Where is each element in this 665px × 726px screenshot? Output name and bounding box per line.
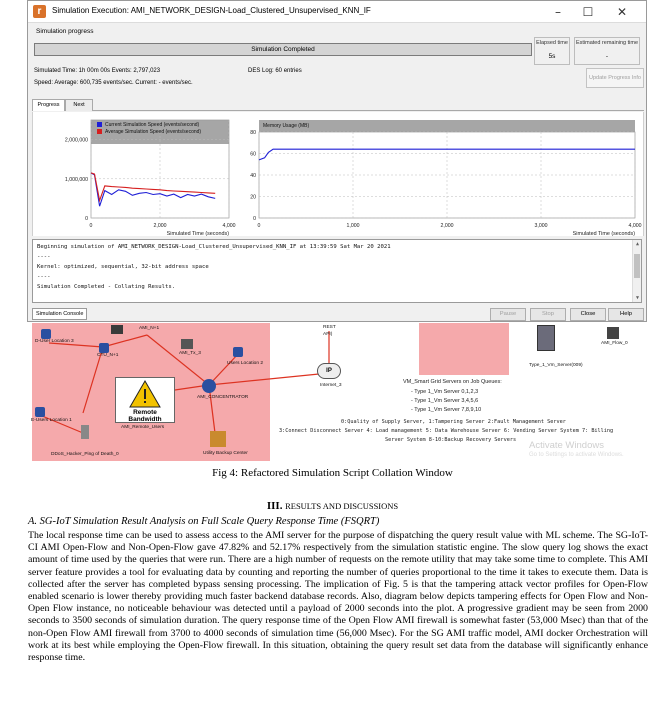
ami-concentrator-label: AMI_CONCENTRATOR [197,395,249,400]
console-scrollbar[interactable] [632,240,641,302]
internet-label: Internet_3 [320,383,342,388]
e-users-location-1-label: E-Users Location 1 [31,418,72,423]
app-logo-icon: r [33,5,46,18]
x-tick-label: 2,000 [440,223,454,229]
rest-api-label-2: API) [323,332,333,337]
legend-label: Average Simulation Speed (events/second) [105,129,202,135]
ctu-n1-label: CTU_N+1 [97,353,119,358]
ami-concentrator-icon[interactable] [202,379,216,393]
x-tick-label: 4,000 [628,223,642,229]
console-line: Beginning simulation of AMI_NETWORK_DESIGN-Load_Clustered_Unsupervised_KNN_IF at 13:39:59 Sat Mar 20 2021 [37,244,391,250]
scroll-thumb[interactable] [634,254,640,278]
section-heading [0,500,665,512]
remote-bandwidth-box[interactable] [115,377,175,423]
ami-remote-users-label: AMI_Remote_Users [121,425,165,430]
des-log-stats: DES Log: 60 entries [248,68,302,74]
tab-simulation-console[interactable]: Simulation Console [32,308,87,320]
update-progress-info-button[interactable]: Update Progress Info [586,68,644,88]
ddos-hacker-icon[interactable] [81,425,89,439]
console-line: ---- [37,254,51,260]
y-tick-label: 40 [250,173,256,179]
window-title: Simulation Execution: AMI_NETWORK_DESIGN-Load_Clustered_Unsupervised_KNN_IF [52,6,371,15]
elapsed-time-value: 5s [548,53,556,60]
speed-stats: Speed: Average: 600,735 events/sec. Current: - events/sec. [34,80,193,86]
subsection-heading: A. SG-IoT Simulation Result Analysis on Full Scale Query Response Time (FSQRT) [28,516,380,527]
close-window-button[interactable]: ✕ [616,5,628,19]
simulation-execution-window [27,0,647,322]
ctu-n1-icon[interactable] [99,343,109,353]
body-paragraph: The local response time can be used to assess access to the AMI server for the purpose of dispatching the query result value with ML scheme. The SG-IoT-CI AMI Open-Flow and Non-Open-Flow gave 47.82% and 52.17% respectively from the simulation statistic engine. The slow query log shows the exact amount of time used by the queries that were run. There are a high number of requests on the remote utility that may take some time to complete. This AMI server feature provides a tool for evaluating data by counting and reporting the number of queries proportional to the time it takes to execute them. Data is collected after the server has completed bypass sensing processing. The implication of Fig. 5 is that the tampering attack vector profiles for Open-Flow enabled scenario is lower thereby providing much faster backend database records. Also, diagram below depicts tampering effects for Open Flow and Non-Open Flow instance, no noticeable behaviour was detected until a payload of 2000 seconds into the plot. A progressive gradient may be seen from 2000 seconds to 3500 seconds of simulation duration. The query response time of the Open Flow AMI firewall is somewhat faster (53,000 Msec) than that of the non-Open Flow AMI firewall from 3700 to 4000 seconds of simulation time (56,000 Msec). For the SG AMI traffic model, AMI docker Orchestration will work at its best while employing the Open-Flow firewall. In this situation, obtaining the query result set data from the database will significantly enhance response time. [28,530,648,664]
ami-flow-icon[interactable] [607,327,619,339]
y-tick-label: 0 [253,216,256,222]
plot-header-band-memory [259,120,635,132]
maximize-button[interactable]: ☐ [582,5,594,19]
x-tick-label: 2,000 [153,223,167,229]
elapsed-time-box [534,37,570,65]
x-tick-label: 0 [89,223,93,229]
server-legend-line: 3:Connect Disconnect Server 4: Load management 5: Data Warehouse Server 6: Vending Server System 7: Billing [279,428,614,434]
legend-label: Current Simulation Speed (events/second) [105,122,200,128]
window-titlebar [28,1,646,23]
y-tick-label: 80 [250,130,256,136]
rest-api-label: REST [323,325,336,330]
section-number: III. [266,500,283,512]
queue-line: - Type 1_Vm Server 7,8,9,10 [411,407,482,413]
activate-windows-watermark: Activate Windows [529,440,604,451]
legend-label: Memory Usage (MB) [263,123,310,129]
close-button[interactable]: Close [570,308,606,321]
ddos-hacker-label: DDoS_Hacker_Ping of Death_0 [51,452,119,457]
charts-svg [33,112,643,236]
tab-progress-info[interactable]: Progress [32,99,65,111]
simulation-console [32,239,642,303]
ami-n1-label: AMI_N+1 [139,326,160,331]
network-diagram [27,323,647,461]
console-line: Kernel: optimized, sequential, 32-bit address space [37,264,209,270]
pause-button[interactable]: Pause [490,308,526,321]
x-axis-label: Simulated Time (seconds) [572,231,635,236]
elapsed-time-label: Elapsed time [536,40,568,46]
ip-cloud-icon[interactable]: IP [317,363,341,379]
y-tick-label: 1,000,000 [64,176,88,183]
ami-tx3-label: AMI_Tx_3 [179,351,201,356]
help-button[interactable]: Help [608,308,644,321]
e-users-location-1-icon[interactable] [35,407,45,417]
y-tick-label: 20 [250,194,256,201]
queue-line: - Type 1_Vm Server 0,1,2,3 [411,389,479,395]
ami-tx3-icon[interactable] [181,339,193,349]
stop-button[interactable]: Stop [530,308,566,321]
bottom-button-bar [28,307,646,322]
remaining-time-label: Estimated remaining time [575,40,639,46]
queue-title: VM_Smart Grid Servers on Job Queues: [403,379,502,385]
legend-swatch [97,129,102,134]
y-tick-label: 0 [85,216,88,222]
users-location-2-label: Users Location 2 [227,361,263,366]
simulation-progress-label: Simulation progress [36,28,94,35]
vm-server-icon[interactable] [537,325,555,351]
utility-backup-icon[interactable] [210,431,226,447]
activate-windows-subtext: Go to Settings to activate Windows. [529,452,624,458]
user-location-3-label: D-User Location 3 [35,339,74,344]
tab-bar [32,99,644,111]
y-tick-label: 2,000,000 [64,137,88,144]
server-legend-line: 0:Quality of Supply Server, 1:Tampering Server 2:Fault Management Server [341,419,566,425]
users-location-2-icon[interactable] [233,347,243,357]
console-line: ---- [37,274,51,280]
progress-status-text: Simulation Completed [251,46,315,53]
tab-next-steps[interactable]: Next [65,99,93,111]
x-tick-label: 3,000 [534,223,548,229]
ami-n1-icon[interactable] [111,325,123,334]
remaining-time-value: - [605,53,609,60]
utility-backup-label: Utility Backup Center [203,451,248,456]
ami-flow-label: AMI_Flow_0 [601,341,628,346]
simulation-progress-bar [34,43,532,56]
scroll-up-icon[interactable]: ▲ [635,241,639,247]
console-line: Simulation Completed - Collating Results. [37,284,176,290]
queue-line: - Type 1_Vm Server 3,4,5,6 [411,398,479,404]
scroll-down-icon[interactable]: ▼ [635,295,639,301]
minimize-button[interactable]: – [555,5,561,19]
remaining-time-box [574,37,640,65]
section-title: RESULTS AND DISCUSSIONS [285,501,399,511]
remote-bandwidth-label: Remote Bandwidth [128,409,162,423]
charts-panel [32,112,644,236]
y-tick-label: 60 [250,151,256,158]
x-tick-label: 4,000 [222,223,236,229]
simulated-time-stats: Simulated Time: 1h 00m 00s Events: 2,797,023 [34,68,161,74]
x-axis-label: Simulated Time (seconds) [166,231,229,236]
x-tick-label: 0 [257,223,261,229]
user-location-3-icon[interactable] [41,329,51,339]
warning-icon [116,379,174,409]
figure-caption: Fig 4: Refactored Simulation Script Collation Window [212,467,453,479]
x-tick-label: 1,000 [346,223,360,229]
legend-swatch [97,122,102,127]
server-legend-line: Server System 8-10:Backup Recovery Servers [385,437,517,443]
vm-server-label: Type_1_Vm_Server(009) [529,363,583,368]
